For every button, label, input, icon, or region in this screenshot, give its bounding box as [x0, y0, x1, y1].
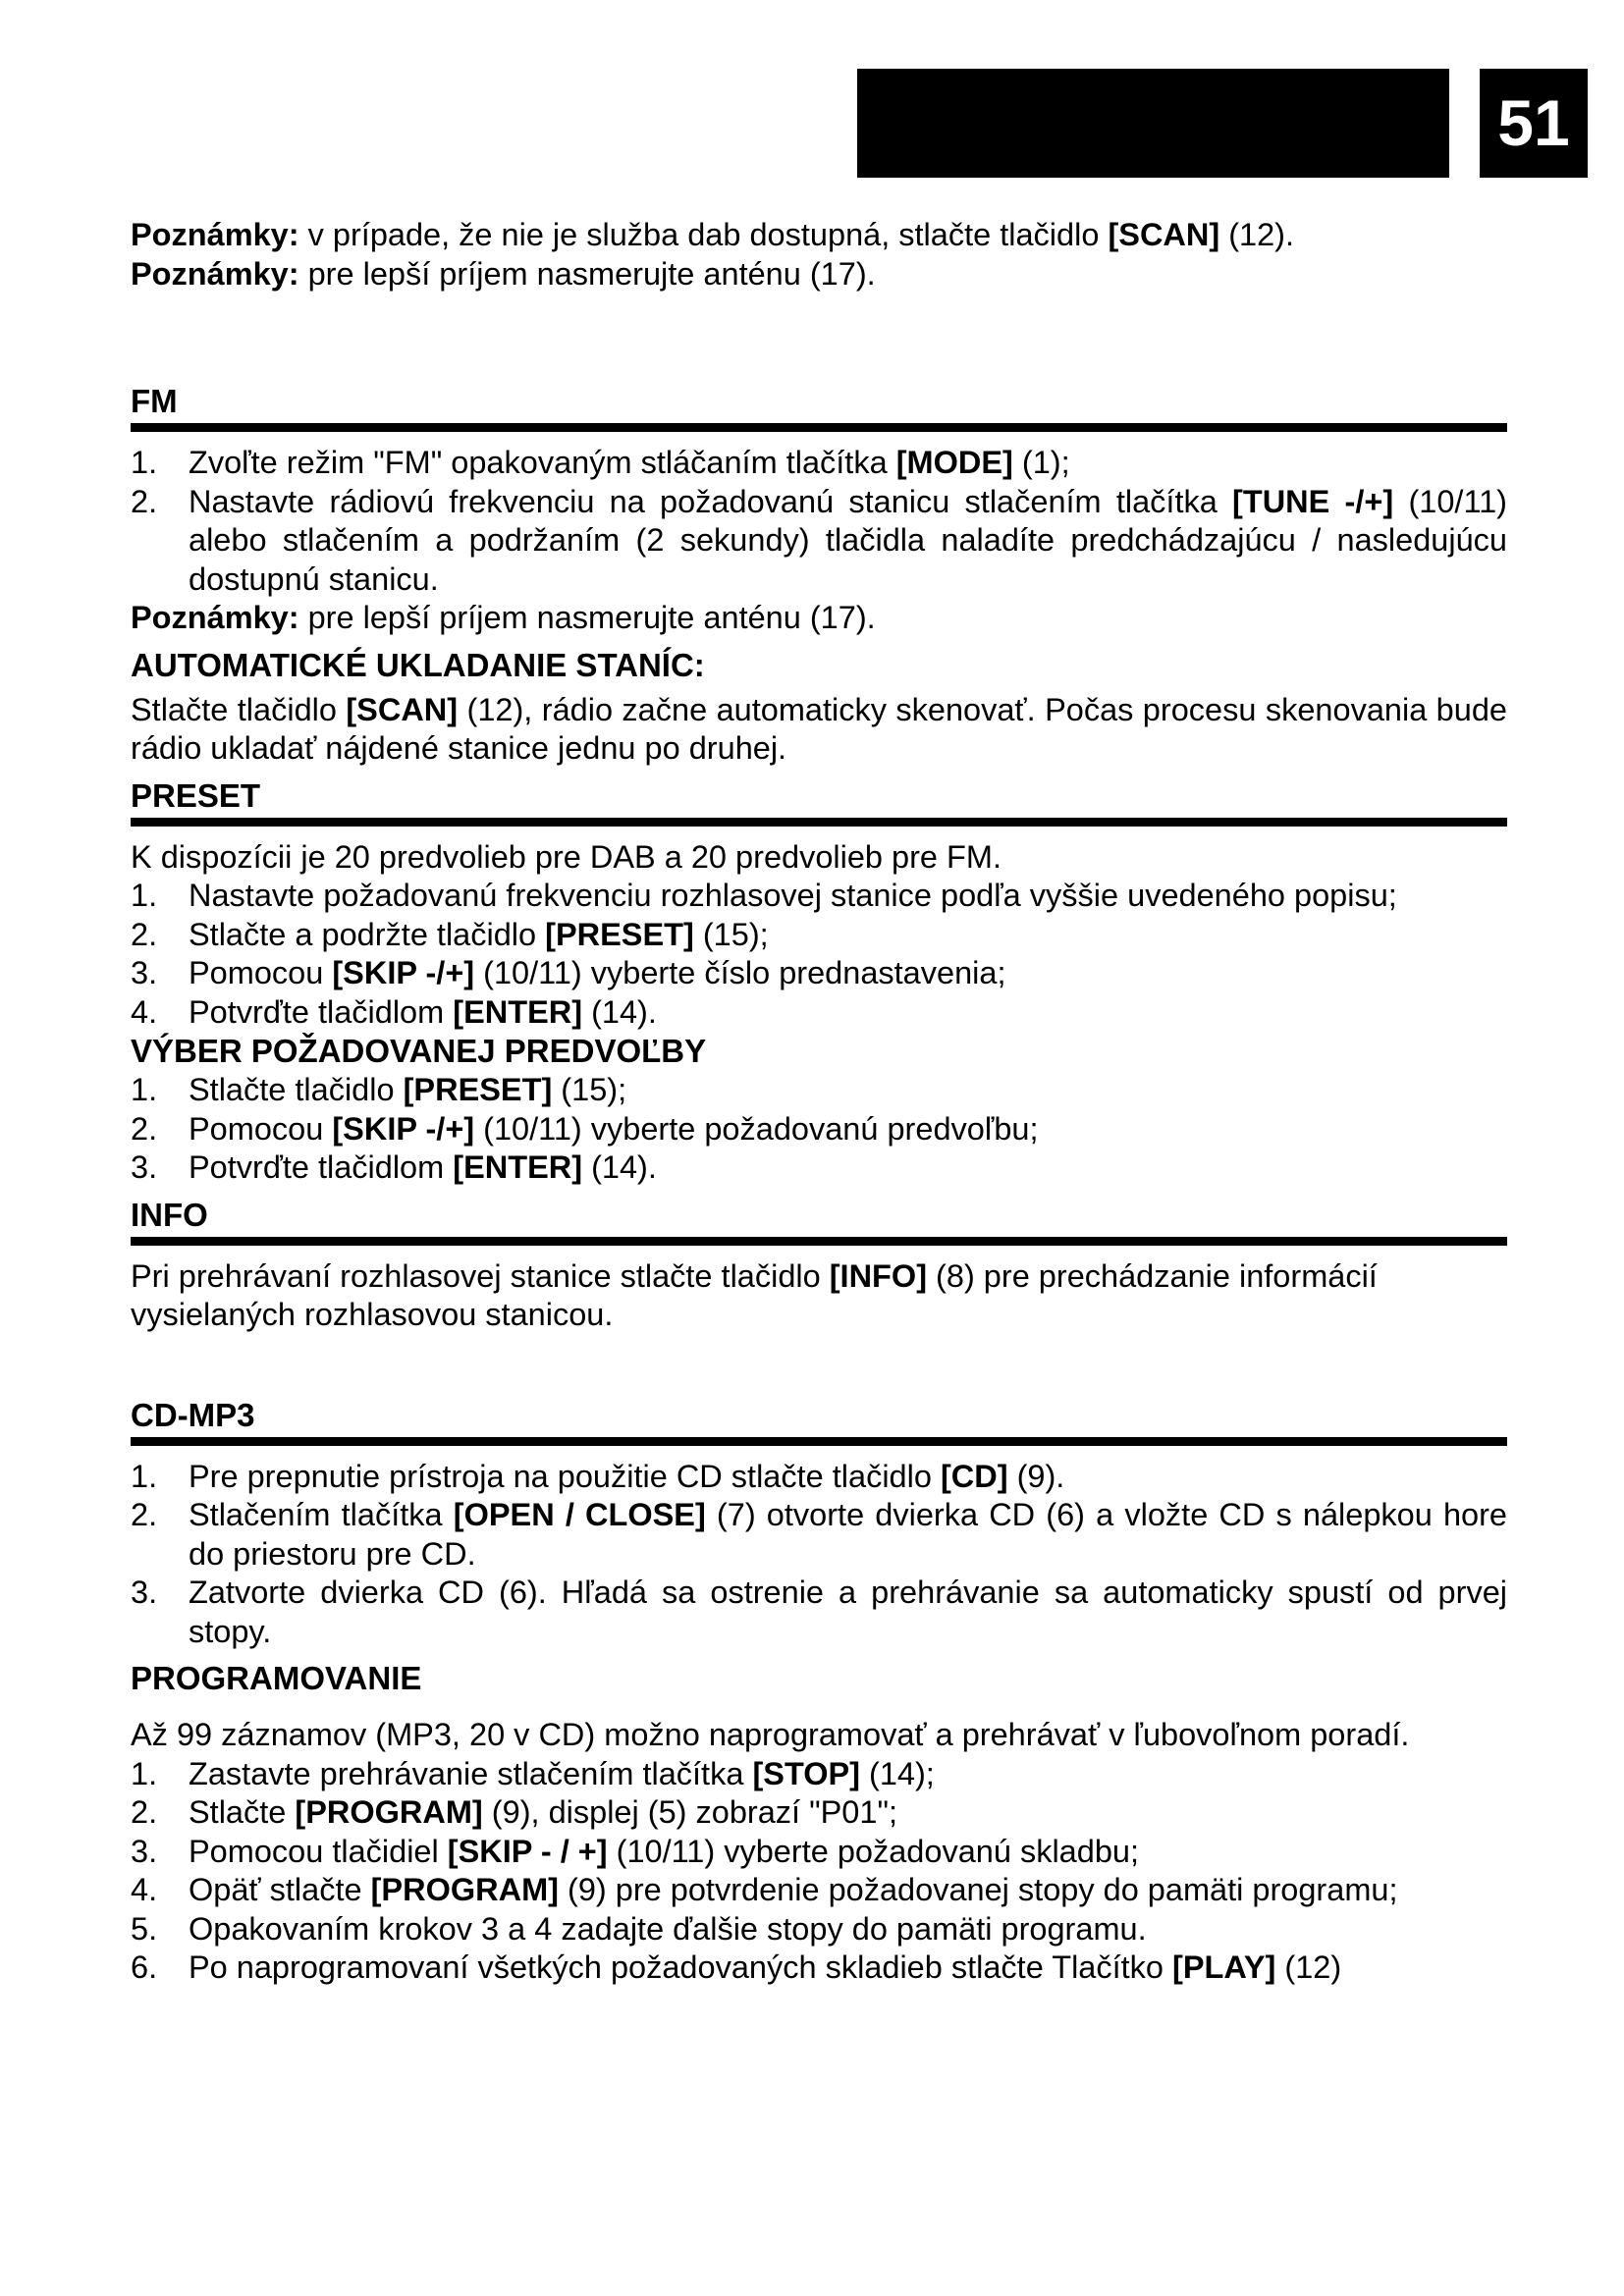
list-item: 2. Stlačte a podržte tlačidlo [PRESET] (15); — [131, 916, 769, 952]
note-line: Poznámky: v prípade, že nie je služba dab dostupná, stlačte tlačidlo [SCAN] (12). — [131, 217, 1295, 252]
section-title-cd: CD-MP3 — [131, 1396, 255, 1433]
paragraph: Stlačte tlačidlo [SCAN] (12), rádio začne automaticky skenovať. Počas procesu skenovania bude rádio ukladať nájdené stanice jednu po druhej. — [131, 691, 1507, 766]
list-item: 4. Opäť stlačte [PROGRAM] (9) pre potvrdenie požadovanej stopy do pamäti programu; — [131, 1872, 1398, 1907]
list-item: 2. Stlačením tlačítka [OPEN / CLOSE] (7) otvorte dvierka CD (6) a vložte CD s nálepkou hore do priestoru pre CD. — [131, 1497, 1507, 1572]
section-rule — [131, 423, 1507, 432]
list-item: 4. Potvrďte tlačidlom [ENTER] (14). — [131, 993, 657, 1030]
list-item: 5. Opakovaním krokov 3 a 4 zadajte ďalšie stopy do pamäti programu. — [131, 1910, 1147, 1947]
page-number: 51 — [1480, 69, 1588, 178]
list-item: 1. Nastavte požadovanú frekvenciu rozhlasovej stanice podľa vyššie uvedeného popisu; — [131, 878, 1397, 913]
list-item: 1. Zvoľte režim "FM" opakovaným stláčaním tlačítka [MODE] (1); — [131, 445, 1070, 480]
list-item: 1. Pre prepnutie prístroja na použitie CD stlačte tlačidlo [CD] (9). — [131, 1458, 1065, 1494]
note-line: Poznámky: pre lepší príjem nasmerujte anténu (17). — [131, 255, 876, 292]
section-rule — [131, 818, 1507, 827]
paragraph: Až 99 záznamov (MP3, 20 v CD) možno naprogramovať a prehrávať v ľubovoľnom poradí. — [131, 1717, 1410, 1752]
list-item: 3. Potvrďte tlačidlom [ENTER] (14). — [131, 1149, 657, 1185]
list-item: 2. Nastavte rádiovú frekvenciu na požadovanú stanicu stlačením tlačítka [TUNE -/+] (10/11) alebo stlačením a podržaním (2 sekundy) tlačidla naladíte predchádzajúcu / nasledujúcu dostupnú stanicu. — [131, 483, 1508, 597]
note-line: Poznámky: pre lepší príjem nasmerujte anténu (17). — [131, 600, 876, 635]
list-item: 2. Pomocou [SKIP -/+] (10/11) vyberte požadovanú predvoľbu; — [131, 1110, 1039, 1147]
list-item: 2. Stlačte [PROGRAM] (9), displej (5) zobrazí "P01"; — [131, 1794, 898, 1830]
paragraph: K dispozícii je 20 predvolieb pre DAB a 20 predvolieb pre FM. — [131, 838, 1001, 875]
page-content — [131, 216, 1507, 1988]
subheading-auto-store: AUTOMATICKÉ UKLADANIE STANÍC: — [131, 646, 705, 683]
list-item: 6. Po naprogramovaní všetkých požadovaných skladieb stlačte Tlačítko [PLAY] (12) — [131, 1949, 1342, 1985]
list-item: 3. Pomocou tlačidiel [SKIP - / +] (10/11) vyberte požadovanú skladbu; — [131, 1833, 1140, 1869]
subheading-programming: PROGRAMOVANIE — [131, 1660, 422, 1696]
section-title-preset: PRESET — [131, 776, 261, 814]
section-title-info: INFO — [131, 1196, 208, 1233]
section-title-fm: FM — [131, 383, 178, 419]
section-rule — [131, 1437, 1507, 1446]
list-item: 1. Zastavte prehrávanie stlačením tlačítka [STOP] (14); — [131, 1755, 935, 1791]
subheading-preset-select: VÝBER POŽADOVANEJ PREDVOĽBY — [131, 1033, 707, 1069]
paragraph: Pri prehrávaní rozhlasovej stanice stlačte tlačidlo [INFO] (8) pre prechádzanie informácií vysielaných rozhlasovou stanicou. — [131, 1257, 1378, 1332]
section-rule — [131, 1237, 1507, 1246]
list-item: 1. Stlačte tlačidlo [PRESET] (15); — [131, 1072, 627, 1107]
header-bar — [857, 69, 1449, 178]
list-item: 3. Pomocou [SKIP -/+] (10/11) vyberte číslo prednastavenia; — [131, 955, 1006, 990]
list-item: 3. Zatvorte dvierka CD (6). Hľadá sa ostrenie a prehrávanie sa automaticky spustí od prvej stopy. — [131, 1575, 1507, 1649]
